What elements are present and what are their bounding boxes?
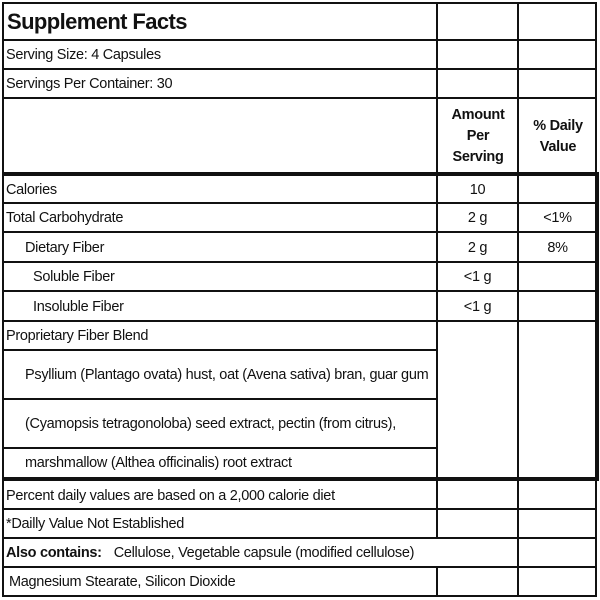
blend-row-line <box>2 398 438 400</box>
row-line <box>2 68 597 70</box>
nutrient-name-calories: Calories <box>6 181 57 198</box>
other-ingredients-label: Also contains: <box>6 545 102 561</box>
nutrient-name-total-carbohydrate: Total Carbohydrate <box>6 210 124 226</box>
nutrient-dv-soluble-fiber <box>519 263 596 291</box>
thick-divider-top <box>2 172 599 176</box>
other-ingredients-line-1: Cellulose, Vegetable capsule (modified cellulose) <box>113 545 415 561</box>
daily-value-header: % Daily Value <box>533 117 583 155</box>
nutrient-name-soluble-fiber: Soluble Fiber <box>33 269 115 285</box>
nutrient-name-dietary-fiber: Dietary Fiber <box>25 239 105 256</box>
row-line <box>2 231 597 233</box>
thick-divider-bottom <box>2 477 599 481</box>
nutrient-dv-dietary-fiber: 8% <box>547 239 568 256</box>
nutrient-name-insoluble-fiber: Insoluble Fiber <box>33 298 124 315</box>
nutrient-amount-insoluble-fiber: <1 g <box>463 298 492 315</box>
col-line-1-bottom-c <box>436 567 438 597</box>
nutrient-dv-insoluble-fiber <box>519 292 596 321</box>
serving-size: Serving Size: 4 Capsules <box>6 46 161 63</box>
servings-per-container: Servings Per Container: 30 <box>6 75 173 92</box>
blend-ingredients-line-3: marshmallow (Althea officinalis) root extract <box>25 455 292 471</box>
nutrient-dv-total-carbohydrate: <1% <box>543 210 572 226</box>
blend-ingredients-line-1: Psyllium (Plantago ovata) hust, oat (Avena sativa) bran, guar gum <box>25 367 429 383</box>
nutrient-dv-calories <box>519 176 596 203</box>
thick-box-right <box>595 172 599 481</box>
amount-per-serving-header: Amount Per Serving <box>451 107 505 165</box>
blend-row-line <box>2 349 438 351</box>
nutrient-amount-dietary-fiber: 2 g <box>467 239 488 256</box>
row-line <box>2 537 597 539</box>
nutrient-amount-calories: 10 <box>469 181 486 198</box>
border-bottom <box>2 595 597 597</box>
blend-ingredients-line-2: (Cyamopsis tetragonoloba) seed extract, pectin (from citrus), <box>25 415 396 432</box>
label-title: Supplement Facts <box>7 8 187 34</box>
row-line <box>2 508 597 510</box>
row-line <box>2 202 597 204</box>
row-line <box>2 261 597 263</box>
row-line <box>2 39 597 41</box>
blend-row-line <box>2 447 438 449</box>
nutrient-amount-total-carbohydrate: 2 g <box>467 210 488 226</box>
row-line <box>2 290 597 292</box>
nutrient-amount-soluble-fiber: <1 g <box>463 269 492 285</box>
blend-name: Proprietary Fiber Blend <box>6 328 149 344</box>
row-line <box>2 566 597 568</box>
other-ingredients-row <box>6 539 516 567</box>
row-line <box>2 320 597 322</box>
row-line <box>2 97 597 99</box>
col-line-1-bottom-a <box>436 348 438 479</box>
footnote-not-established: *Dailly Value Not Established <box>6 516 185 532</box>
border-top <box>3 2 597 4</box>
footnote-percent-daily: Percent daily values are based on a 2,000 calorie diet <box>6 487 335 504</box>
other-ingredients-line-2: Magnesium Stearate, Silicon Dioxide <box>9 574 236 590</box>
